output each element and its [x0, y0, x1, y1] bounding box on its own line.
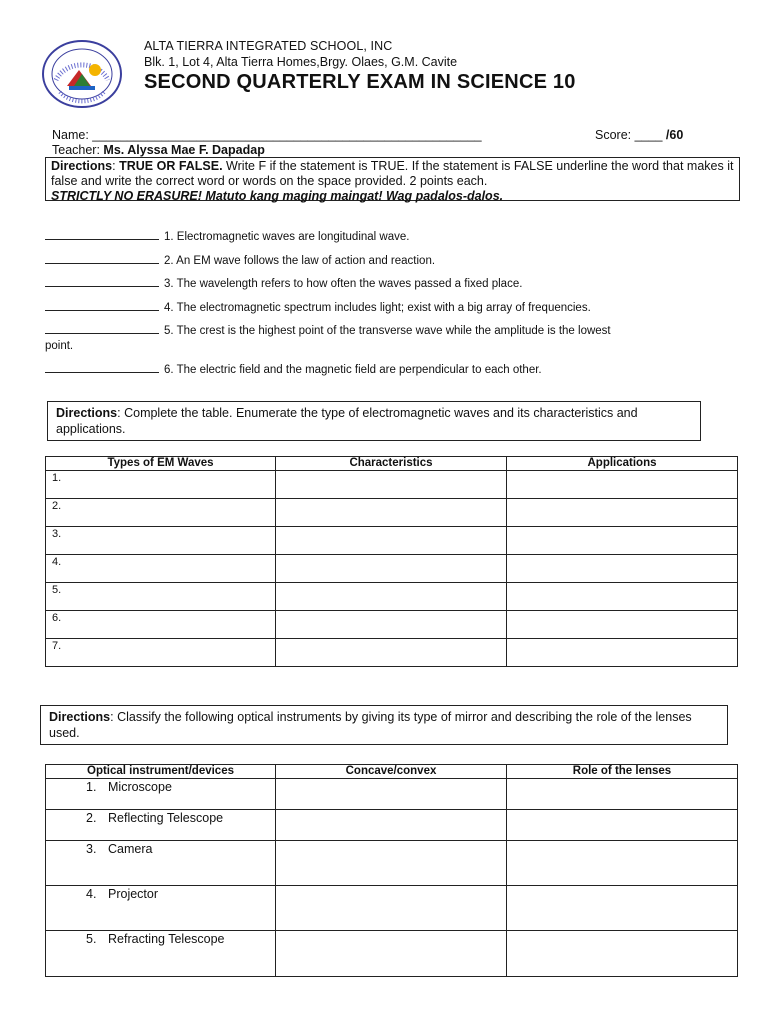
- mirror-type-cell[interactable]: [276, 931, 507, 977]
- teacher-row: [52, 143, 265, 157]
- characteristics-cell[interactable]: [276, 499, 507, 527]
- row-number[interactable]: 2.: [46, 499, 276, 527]
- instrument-cell: [46, 810, 276, 841]
- directions-label: Directions: [49, 710, 111, 724]
- optics-table: [45, 764, 738, 977]
- item-number: 4.: [86, 887, 97, 901]
- mirror-type-cell[interactable]: [276, 841, 507, 886]
- table-row: [46, 886, 738, 931]
- col-header: Types of EM Waves: [46, 457, 276, 471]
- tf-item-text: 3. The wavelength refers to how often the waves passed a fixed place.: [164, 278, 523, 290]
- teacher-label: Teacher:: [52, 143, 104, 157]
- col-header: Role of the lenses: [507, 765, 738, 779]
- instrument-cell: [46, 931, 276, 977]
- item-number: 2.: [86, 811, 97, 825]
- characteristics-cell[interactable]: [276, 611, 507, 639]
- directions-em-table: [47, 401, 701, 441]
- score-total: /60: [665, 128, 684, 142]
- answer-blank[interactable]: [45, 361, 159, 373]
- instrument-cell: [46, 841, 276, 886]
- table-row: [46, 555, 738, 583]
- item-number: 5.: [86, 932, 97, 946]
- table-row: [46, 527, 738, 555]
- tf-item-5: [45, 322, 735, 354]
- row-number[interactable]: 1.: [46, 471, 276, 499]
- instrument-cell: [46, 779, 276, 810]
- tf-item-text: 6. The electric field and the magnetic field are perpendicular to each other.: [164, 364, 542, 376]
- applications-cell[interactable]: [507, 555, 738, 583]
- characteristics-cell[interactable]: [276, 471, 507, 499]
- mirror-type-cell[interactable]: [276, 810, 507, 841]
- tf-item-text: 4. The electromagnetic spectrum includes light; exist with a big array of frequencies.: [164, 302, 591, 314]
- row-number[interactable]: 5.: [46, 583, 276, 611]
- name-line: ________________________________________________________: [92, 128, 482, 142]
- table-row: [46, 779, 738, 810]
- row-number[interactable]: 3.: [46, 527, 276, 555]
- directions-type: TRUE OR FALSE.: [119, 159, 223, 173]
- item-number: 1.: [86, 780, 97, 794]
- applications-cell[interactable]: [507, 471, 738, 499]
- name-label: Name:: [52, 128, 93, 142]
- answer-blank[interactable]: [45, 322, 159, 334]
- characteristics-cell[interactable]: [276, 527, 507, 555]
- lens-role-cell[interactable]: [507, 886, 738, 931]
- teacher-name: Ms. Alyssa Mae F. Dapadap: [103, 143, 265, 157]
- applications-cell[interactable]: [507, 639, 738, 667]
- directions-text: : Classify the following optical instruments by giving its type of mirror and describing the role of the lenses used.: [49, 710, 692, 740]
- school-address: Blk. 1, Lot 4, Alta Tierra Homes,Brgy. Olaes, G.M. Cavite: [144, 55, 458, 69]
- tf-item-text: 2. An EM wave follows the law of action and reaction.: [164, 255, 436, 267]
- col-header: Concave/convex: [276, 765, 507, 779]
- lens-role-cell[interactable]: [507, 810, 738, 841]
- table-row: [46, 499, 738, 527]
- item-number: 3.: [86, 842, 97, 856]
- table-row: [46, 639, 738, 667]
- directions-text: Write F if the statement is TRUE. If the statement is FALSE underline the word that makes it false and write the correct word or words on the space provided. 2 points each.: [51, 159, 734, 188]
- tf-item-3: [45, 275, 735, 292]
- answer-blank[interactable]: [45, 299, 159, 311]
- lens-role-cell[interactable]: [507, 779, 738, 810]
- answer-blank[interactable]: [45, 228, 159, 240]
- applications-cell[interactable]: [507, 583, 738, 611]
- instrument-cell: [46, 886, 276, 931]
- instrument-label: Refracting Telescope: [108, 932, 225, 946]
- mirror-type-cell[interactable]: [276, 779, 507, 810]
- school-name: ALTA TIERRA INTEGRATED SCHOOL, INC: [144, 39, 393, 53]
- tf-item-6: [45, 361, 735, 378]
- tf-item-wrap: point.: [45, 340, 74, 352]
- applications-cell[interactable]: [507, 527, 738, 555]
- table-row: [46, 611, 738, 639]
- table-row: [46, 810, 738, 841]
- directions-label: Directions: [56, 406, 118, 420]
- instrument-label: Reflecting Telescope: [108, 811, 224, 825]
- applications-cell[interactable]: [507, 499, 738, 527]
- tf-item-1: [45, 228, 735, 245]
- tf-item-text: 1. Electromagnetic waves are longitudinal wave.: [164, 231, 410, 243]
- instrument-label: Projector: [108, 887, 159, 901]
- directions-warning: STRICTLY NO ERASURE! Matuto kang maging maingat! Wag padalos-dalos.: [51, 189, 504, 203]
- directions-sep: :: [112, 159, 120, 173]
- row-number[interactable]: 7.: [46, 639, 276, 667]
- characteristics-cell[interactable]: [276, 555, 507, 583]
- score-field: [595, 128, 683, 142]
- table-header-row: [46, 765, 738, 779]
- table-row: [46, 583, 738, 611]
- table-row: [46, 931, 738, 977]
- lens-role-cell[interactable]: [507, 931, 738, 977]
- score-label: Score: ____: [595, 128, 666, 142]
- answer-blank[interactable]: [45, 275, 159, 287]
- exam-title: SECOND QUARTERLY EXAM IN SCIENCE 10: [144, 71, 576, 93]
- characteristics-cell[interactable]: [276, 639, 507, 667]
- table-header-row: [46, 457, 738, 471]
- answer-blank[interactable]: [45, 252, 159, 264]
- tf-item-2: [45, 252, 735, 269]
- applications-cell[interactable]: [507, 611, 738, 639]
- col-header: Optical instrument/devices: [46, 765, 276, 779]
- em-waves-table: [45, 456, 738, 667]
- mirror-type-cell[interactable]: [276, 886, 507, 931]
- directions-true-false: [45, 157, 740, 201]
- characteristics-cell[interactable]: [276, 583, 507, 611]
- table-row: [46, 841, 738, 886]
- col-header: Characteristics: [276, 457, 507, 471]
- name-row: [52, 128, 722, 142]
- school-seal-logo: [42, 40, 122, 108]
- lens-role-cell[interactable]: [507, 841, 738, 886]
- directions-text: : Complete the table. Enumerate the type of electromagnetic waves and its characteristics and applications.: [56, 406, 638, 436]
- tf-item-4: [45, 299, 735, 316]
- directions-label: Directions: [51, 159, 113, 173]
- row-number[interactable]: 6.: [46, 611, 276, 639]
- col-header: Applications: [507, 457, 738, 471]
- row-number[interactable]: 4.: [46, 555, 276, 583]
- table-row: [46, 471, 738, 499]
- instrument-label: Microscope: [108, 780, 172, 794]
- tf-item-text: 5. The crest is the highest point of the transverse wave while the amplitude is the lowest: [164, 325, 611, 337]
- directions-optics-table: [40, 705, 728, 745]
- instrument-label: Camera: [108, 842, 153, 856]
